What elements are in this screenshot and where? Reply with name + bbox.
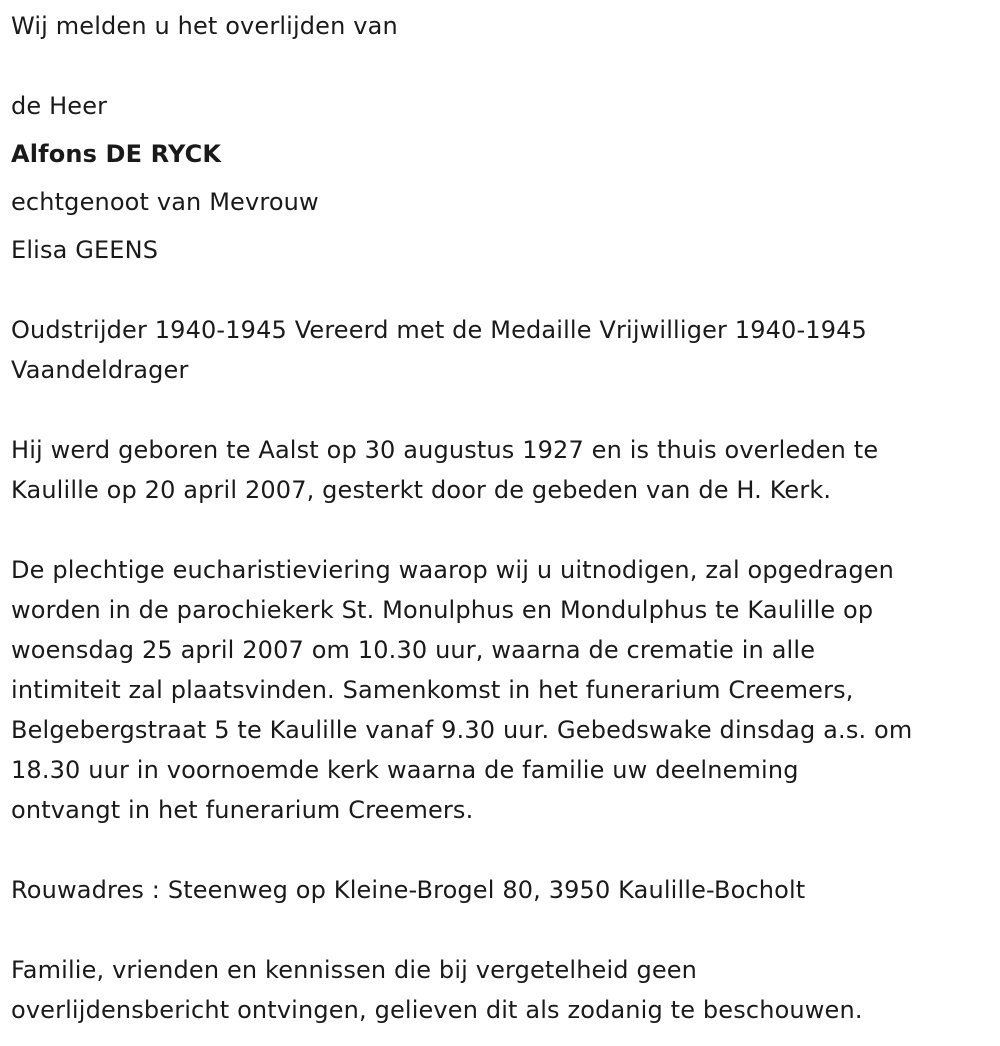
closing-line: overlijdensbericht ontvingen, gelieven dit als zodanig te beschouwen. — [11, 996, 863, 1024]
ceremony-line: Belgebergstraat 5 te Kaulille vanaf 9.30 uur. Gebedswake dinsdag a.s. om — [11, 716, 913, 744]
mourning-address: Rouwadres : Steenweg op Kleine-Brogel 80, 3950 Kaulille-Bocholt — [11, 876, 806, 904]
birth-death-line: Hij werd geboren te Aalst op 30 augustus 1927 en is thuis overleden te — [11, 436, 879, 464]
ceremony-line: woensdag 25 april 2007 om 10.30 uur, waarna de crematie in alle — [11, 636, 816, 664]
title-prefix: de Heer — [11, 92, 108, 120]
intro-text: Wij melden u het overlijden van — [11, 12, 398, 40]
honors-line: Oudstrijder 1940-1945 Vereerd met de Medaille Vrijwilliger 1940-1945 — [11, 316, 867, 344]
birth-death-line: Kaulille op 20 april 2007, gesterkt door de gebeden van de H. Kerk. — [11, 476, 832, 504]
deceased-name: Alfons DE RYCK — [11, 140, 222, 168]
ceremony-line: De plechtige eucharistieviering waarop wij u uitnodigen, zal opgedragen — [11, 556, 894, 584]
ceremony-line: worden in de parochiekerk St. Monulphus en Mondulphus te Kaulille op — [11, 596, 874, 624]
closing-line: Familie, vrienden en kennissen die bij vergetelheid geen — [11, 956, 698, 984]
ceremony-line: 18.30 uur in voornoemde kerk waarna de familie uw deelneming — [11, 756, 799, 784]
ceremony-line: ontvangt in het funerarium Creemers. — [11, 796, 474, 824]
spouse-label: echtgenoot van Mevrouw — [11, 188, 319, 216]
honors-line: Vaandeldrager — [11, 356, 189, 384]
spouse-name: Elisa GEENS — [11, 236, 159, 264]
ceremony-line: intimiteit zal plaatsvinden. Samenkomst in het funerarium Creemers, — [11, 676, 854, 704]
